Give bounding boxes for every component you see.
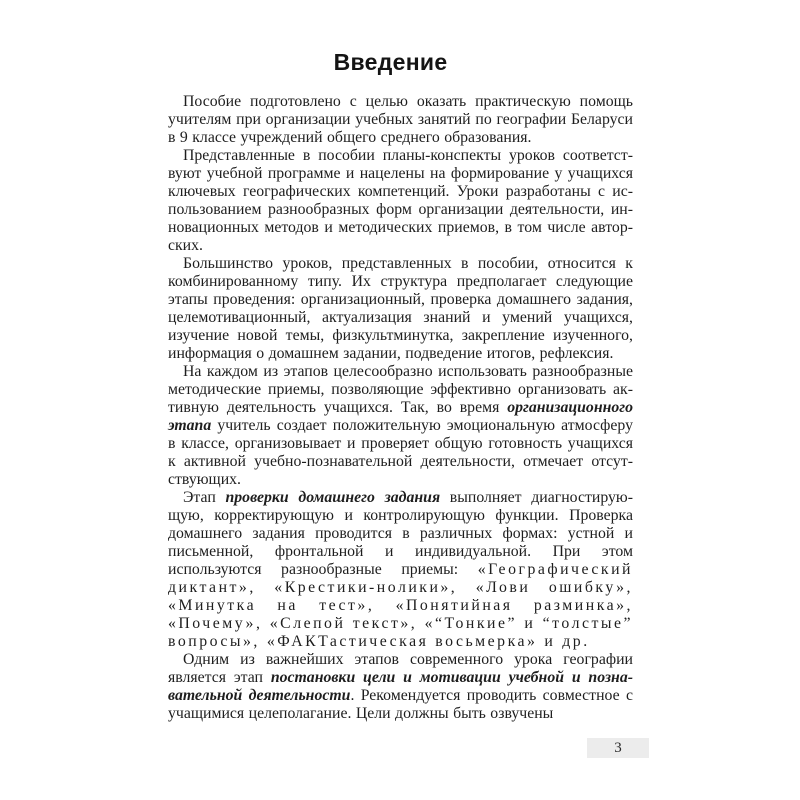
emphasis-homework-check: проверки домашнего задания [225, 489, 441, 506]
text-run: Большинство уроков, представленных в пособии, относится к комбинированному типу. Их структура предполагает следующие этапы проведения: организационный, проверка домашнего задания, целемотивационный, актуализация знаний и умений учащихся, изучение новой темы, физкультминутка, закрепление изученного, информация о домашнем задании, подведение итогов, рефлексия. [168, 255, 633, 362]
page-number-badge [587, 738, 649, 758]
paragraph-lesson-structure [168, 255, 633, 363]
text-run: выполняет диагностирующую, корректирующую и контролирующую функции. Проверка домашнего задания проводится в различных формах: устной и письменной, фронтальной и индивидуальной. При этом используются разнообразные приемы: [168, 489, 634, 578]
emphasis-goal-setting: постановки цели и мотивации учебной и познавательной деятельности [168, 669, 633, 704]
paragraph-goal-setting [168, 651, 633, 723]
text-run: Представленные в пособии планы-конспекты уроков соответствуют учебной программе и нацелены на формирование у учащихся ключевых географических компетенций. Уроки разработаны с использованием разнообразных форм организации деятельности, инновационных методов и методических приемов, в том числе авторских. [168, 147, 633, 254]
paragraph-lesson-plans [168, 147, 633, 255]
emphasis-org-stage: организационного этапа [168, 399, 633, 434]
text-run: Одним из важнейших этапов современного урока географии является этап [168, 651, 633, 686]
page-content [168, 48, 633, 723]
text-run: Этап [183, 489, 226, 506]
paragraph-homework-check [168, 489, 633, 651]
paragraph-intro [168, 93, 633, 147]
page-title: Введение [333, 49, 448, 75]
technique-list-spaced: «Географический диктант», «Крестики-нолики», «Лови ошибку», «Минутка на тест», «Понятийная разминка», «Почему», «Слепой текст», «“Тонкие” и “толстые” вопросы», «ФАКТастическая восьмерка» и др. [168, 561, 633, 650]
text-run: учитель создает положительную эмоциональную атмосферу в классе, организовывает и проверяет общую готовность учащихся к активной учебно-познавательной деятельности, отмечает отсутствующих. [168, 417, 633, 488]
text-run: . Рекомендуется проводить совместное с учащимися целеполагание. Цели должны быть озвучены [168, 687, 633, 722]
text-run: Пособие подготовлено с целью оказать практическую помощь учителям при организации учебных занятий по географии Беларуси в 9 классе учреждений общего среднего образования. [168, 93, 633, 146]
text-run: На каждом из этапов целесообразно использовать разнообразные методические приемы, позволяющие эффективно организовать активную деятельность учащихся. Так, во время [168, 363, 633, 416]
paragraph-org-stage [168, 363, 633, 489]
page-number-value: 3 [614, 740, 622, 756]
